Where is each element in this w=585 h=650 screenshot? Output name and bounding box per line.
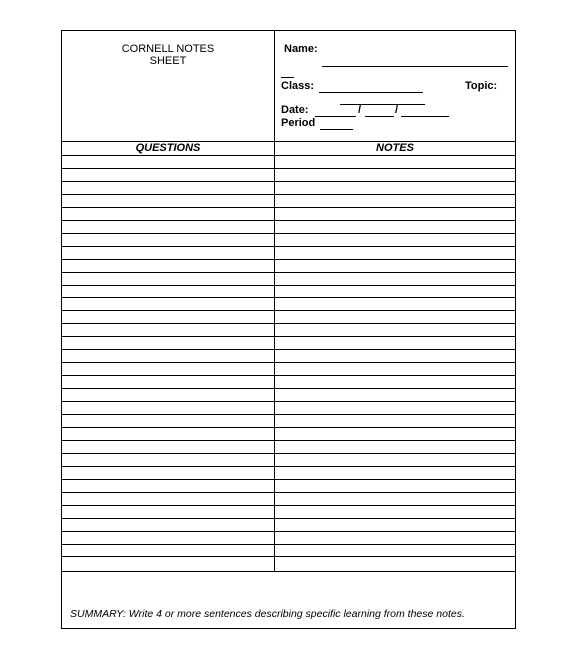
column-divider (274, 31, 275, 571)
ruled-line (62, 349, 515, 350)
class-label: Class: (281, 80, 315, 92)
notes-column-header: NOTES (376, 142, 414, 154)
name-underline[interactable] (322, 66, 508, 67)
ruled-line (62, 155, 515, 156)
name-label: Name: (284, 43, 318, 55)
ruled-line (62, 246, 515, 247)
date-year-underline[interactable] (401, 116, 449, 117)
ruled-line (62, 297, 515, 298)
date-month-underline[interactable] (315, 116, 356, 117)
ruled-line (62, 194, 515, 195)
topic-label: Topic: (465, 80, 498, 92)
ruled-line (62, 362, 515, 363)
questions-column-header: QUESTIONS (135, 142, 201, 154)
ruled-line (62, 556, 515, 557)
ruled-line (62, 310, 515, 311)
date-separator-2: / (395, 104, 399, 116)
ruled-line (62, 531, 515, 532)
ruled-line (62, 401, 515, 402)
date-day-underline[interactable] (365, 116, 394, 117)
ruled-line (62, 207, 515, 208)
ruled-line (62, 479, 515, 480)
ruled-line (62, 466, 515, 467)
ruled-line (62, 388, 515, 389)
topic-underline[interactable] (340, 104, 425, 105)
ruled-line (62, 323, 515, 324)
cornell-notes-sheet (61, 30, 516, 629)
ruled-line (62, 427, 515, 428)
title-line-2: SHEET (149, 55, 187, 67)
ruled-line (62, 544, 515, 545)
ruled-line (62, 233, 515, 234)
ruled-line (62, 272, 515, 273)
ruled-line (62, 259, 515, 260)
ruled-line (62, 285, 515, 286)
ruled-line (62, 375, 515, 376)
ruled-line (62, 336, 515, 337)
ruled-line (62, 440, 515, 441)
summary-instructions: SUMMARY: Write 4 or more sentences describing specific learning from these notes. (70, 608, 465, 620)
period-label: Period (281, 117, 316, 129)
ruled-line (62, 220, 515, 221)
name-underline-continued[interactable] (281, 77, 294, 78)
ruled-line (62, 168, 515, 169)
title-line-1: CORNELL NOTES (121, 43, 215, 55)
sheet-title (62, 43, 274, 67)
summary-divider (62, 571, 515, 572)
ruled-line (62, 518, 515, 519)
date-label: Date: (281, 104, 309, 116)
period-underline[interactable] (320, 129, 353, 130)
class-underline[interactable] (319, 92, 423, 93)
ruled-line (62, 181, 515, 182)
ruled-line (62, 492, 515, 493)
ruled-line (62, 453, 515, 454)
ruled-line (62, 414, 515, 415)
ruled-line (62, 505, 515, 506)
date-separator-1: / (358, 104, 362, 116)
ruled-line (62, 141, 515, 142)
